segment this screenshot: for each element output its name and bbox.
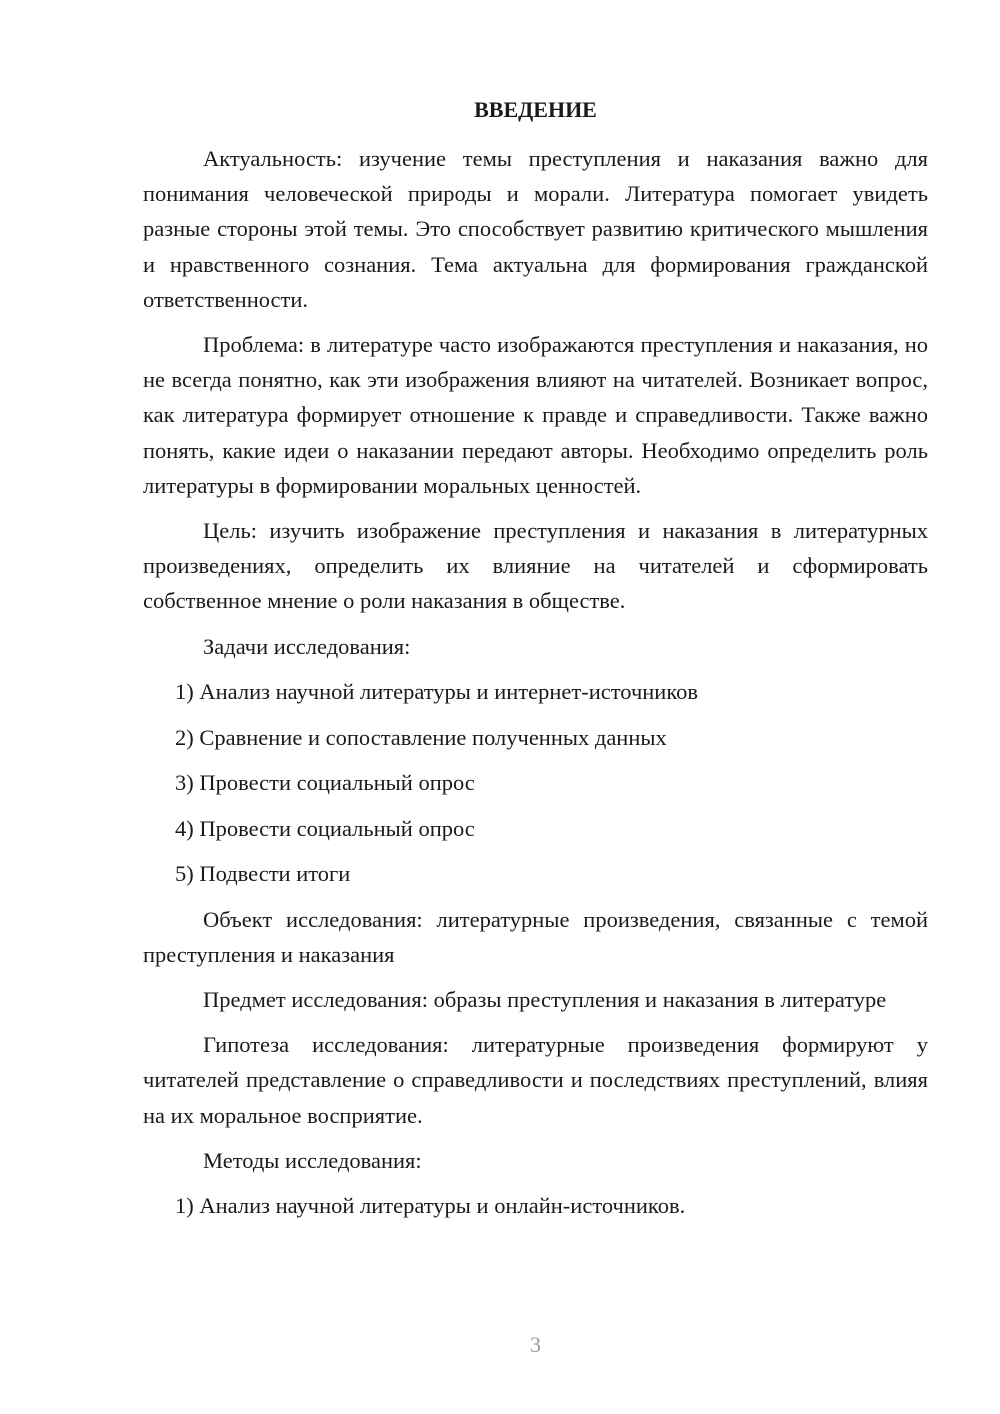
section-title: ВВЕДЕНИЕ bbox=[474, 97, 597, 122]
task-item: 3) Провести социальный опрос bbox=[175, 770, 475, 796]
document-body bbox=[143, 141, 928, 1234]
methods-heading: Методы исследования: bbox=[203, 1147, 422, 1173]
subject-paragraph: Предмет исследования: образы преступления и наказания в литературе bbox=[203, 987, 887, 1013]
hypothesis-paragraph: Гипотеза исследования: литературные произведения формируют у читателей представление о справедливости и последствиях преступлений, влияя на их моральное восприятие. bbox=[143, 1032, 928, 1128]
page-number: 3 bbox=[530, 1332, 541, 1357]
task-item: 1) Анализ научной литературы и интернет-источников bbox=[175, 679, 699, 705]
document-page bbox=[143, 0, 928, 1414]
task-item: 2) Сравнение и сопоставление полученных данных bbox=[175, 724, 667, 750]
tasks-heading: Задачи исследования: bbox=[203, 633, 411, 659]
goal-paragraph: Цель: изучить изображение преступления и наказания в литературных произведениях, определить их влияние на читателей и сформировать собственное мнение о роли наказания в обществе. bbox=[143, 518, 928, 614]
relevance-paragraph: Актуальность: изучение темы преступления и наказания важно для понимания человеческой природы и морали. Литература помогает увидеть разные стороны этой темы. Это способствует развитию критического мышления и нравственного сознания. Тема актуальна для формирования гражданской ответственности. bbox=[143, 146, 928, 312]
task-item: 5) Подвести итоги bbox=[175, 861, 351, 887]
problem-paragraph: Проблема: в литературе часто изображаются преступления и наказания, но не всегда понятно, как эти изображения влияют на читателей. Возникает вопрос, как литература формирует отношение к правде и справедливости. Также важно понять, какие идеи о наказании передают авторы. Необходимо определить роль литературы в формировании моральных ценностей. bbox=[143, 332, 928, 498]
method-item: 1) Анализ научной литературы и онлайн-источников. bbox=[175, 1193, 686, 1219]
object-paragraph: Объект исследования: литературные произведения, связанные с темой преступления и наказания bbox=[143, 906, 928, 967]
task-item: 4) Провести социальный опрос bbox=[175, 815, 475, 841]
